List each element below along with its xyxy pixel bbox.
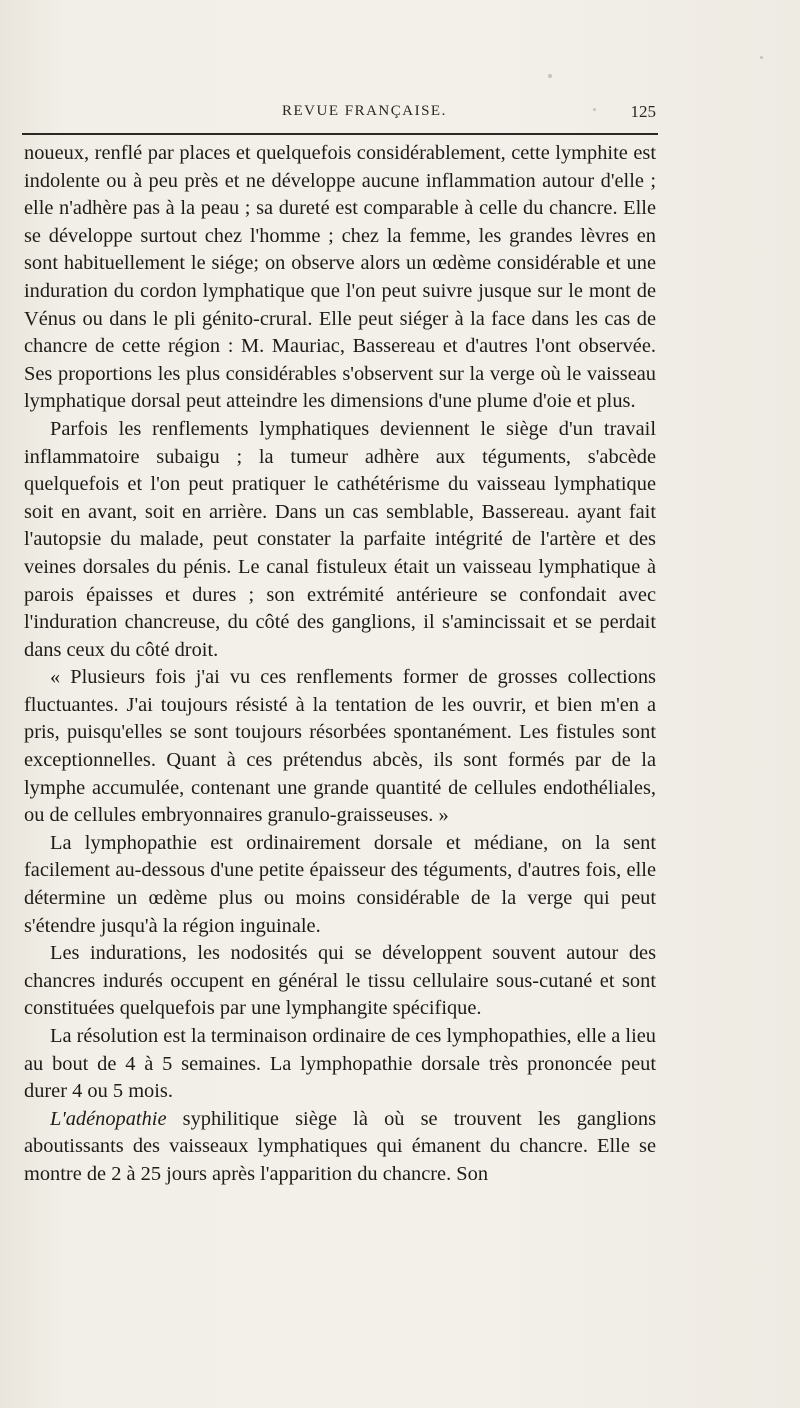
page-number: 125 <box>630 102 656 121</box>
paragraph-7-text: syphilitique siège là où se trouvent les ganglions aboutissants des vaisseaux lymphatiques qui émanent du chancre. Elle se montre de 2 à 25 jours après l'apparition du chancre. Son <box>24 1107 656 1185</box>
body-text <box>24 140 656 1189</box>
paragraph-4: La lymphopathie est ordinairement dorsale et médiane, on la sent facilement au-dessous d'une petite épaisseur des téguments, d'autres fois, elle détermine un œdème plus ou moins considérable de la verge qui peut s'étendre jusqu'à la région inguinale. <box>24 831 656 937</box>
header-rule <box>22 133 658 135</box>
paragraph-1: noueux, renflé par places et quelquefois considérablement, cette lymphite est indolente ou à peu près et ne développe aucune inflammation autour d'elle ; elle n'adhère pas à la peau ; sa dureté est comparable à celle du chancre. Elle se développe surtout chez l'homme ; chez la femme, les grandes lèvres en sont habituellement le siége; on observe alors un œdème considérable et une induration du cordon lymphatique que l'on peut suivre jusque sur le mont de Vénus ou dans le pli génito-crural. Elle peut siéger à la face dans les cas de chancre de cette région : M. Mauriac, Bassereau et d'autres l'ont observée. Ses proportions les plus considérables s'observent sur la verge où le vaisseau lymphatique dorsal peut atteindre les dimensions d'une plume d'oie et plus. <box>24 142 656 413</box>
running-title: REVUE FRANÇAISE. <box>282 103 447 119</box>
paper-speck <box>593 108 596 111</box>
paragraph-6: La résolution est la terminaison ordinaire de ces lymphopathies, elle a lieu au bout de 4 à 5 semaines. La lymphopathie dorsale très prononcée peut durer 4 ou 5 mois. <box>24 1025 656 1103</box>
paragraph-5: Les indurations, les nodosités qui se développent souvent autour des chancres indurés occupent en général le tissu cellulaire sous-cutané et sont constituées quelquefois par une lymphangite spécifique. <box>24 942 656 1020</box>
paragraph-7-italic-lead: L'adénopathie <box>50 1107 167 1130</box>
running-head <box>24 103 656 125</box>
paragraph-2: Parfois les renflements lymphatiques deviennent le siège d'un travail inflammatoire subaigu ; la tumeur adhère aux téguments, s'abcède quelquefois et l'on peut pratiquer le cathétérisme du vaisseau lymphatique soit en avant, soit en arrière. Dans un cas semblable, Bassereau. ayant fait l'autopsie du malade, peut constater la parfaite intégrité de l'artère et des veines dorsales du pénis. Le canal fistuleux était un vaisseau lymphatique à parois épaisses et dures ; son extrémité antérieure se confondait avec l'induration chancreuse, du côté des ganglions, il s'amincissait et se perdait dans ceux du côté droit. <box>24 417 656 661</box>
paragraph-7 <box>24 1106 656 1189</box>
paragraph-3-quotation: « Plusieurs fois j'ai vu ces renflements former de grosses collections fluctuantes. J'ai toujours résisté à la tentation de les ouvrir, et bien m'en a pris, puisqu'elles se sont toujours résorbées spontanément. Les fistules sont exceptionnelles. Quant à ces prétendus abcès, ils sont formés par de la lymphe accumulée, contenant une grande quantité de cellules endothéliales, ou de cellules embryonnaires granulo-graisseuses. » <box>24 666 656 827</box>
paper-speck <box>760 56 763 59</box>
paper-speck <box>548 74 552 78</box>
